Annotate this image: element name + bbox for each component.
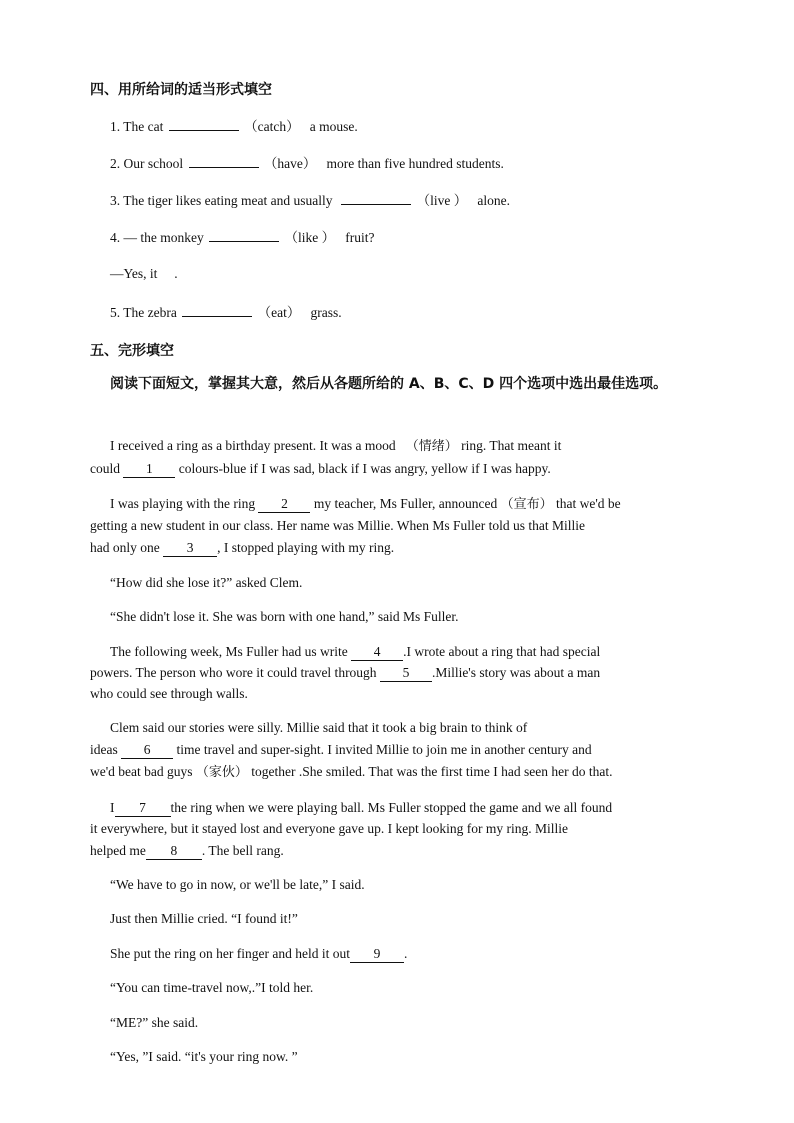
fill-item-1 [110,118,358,135]
passage-line: it everywhere, but it stayed lost and everyone gave up. I kept looking for my ring. Millie [90,821,569,836]
item-hint: （catch） [244,119,300,134]
section5-heading: 五、完形填空 [90,343,174,359]
text-run: ideas [90,742,118,757]
text-run: powers. The person who wore it could travel through [90,665,377,680]
passage-line [110,496,621,513]
text-run: . The bell rang. [201,843,284,858]
cloze-blank-3[interactable]: 3 [163,540,217,557]
text-run: I [110,800,115,815]
passage-line: “You can time-travel now,.”I told her. [110,980,314,995]
cloze-blank-8[interactable]: 8 [146,843,202,860]
text-run: I was playing with the ring [110,496,256,511]
item-suffix: alone. [477,193,510,208]
passage-line: Just then Millie cried. “I found it!” [110,911,298,926]
cloze-blank-5[interactable]: 5 [380,665,432,682]
fill-item-4 [110,229,375,246]
passage-line: Clem said our stories were silly. Millie said that it took a big brain to think of [110,720,528,735]
text-run: the ring when we were playing ball. Ms Fuller stopped the game and we all found [170,800,613,815]
item-suffix: grass. [310,305,342,320]
text-run: we'd beat bad guys [90,764,193,779]
passage-line [90,665,600,682]
passage-line [90,540,394,557]
answer-blank[interactable] [189,155,259,168]
passage-line: “How did she lose it?” asked Clem. [110,575,303,590]
text-run: colours-blue if I was sad, black if I was angry, yellow if I was happy. [178,461,551,476]
text-run: my teacher, Ms Fuller, announced [313,496,498,511]
text-run: （家伙） [195,765,248,780]
passage-line [110,438,561,455]
passage-line [110,946,407,963]
item-prefix: 2. Our school [110,156,184,171]
text-run: together .She smiled. That was the first time I had seen her do that. [251,764,613,779]
cloze-blank-2[interactable]: 2 [258,496,310,513]
passage-line: “Yes, ”I said. “it's your ring now. ” [110,1049,298,1064]
passage-line [90,742,592,759]
passage-line: “ME?” she said. [110,1015,199,1030]
item-suffix: more than five hundred students. [326,156,504,171]
passage-line [110,644,600,661]
passage-line [90,461,551,478]
text-run: helped me [90,843,146,858]
passage-line: getting a new student in our class. Her name was Millie. When Ms Fuller told us that Millie [90,518,586,533]
fill-item-4-answer [110,266,178,282]
text-run: time travel and super-sight. I invited Millie to join me in another century and [176,742,592,757]
cloze-blank-7[interactable]: 7 [115,800,171,817]
text-run: had only one [90,540,160,555]
passage-line: who could see through walls. [90,686,248,701]
fill-item-2 [110,155,504,172]
passage-line: “We have to go in now, or we'll be late,” I said. [110,877,365,892]
answer-blank[interactable] [341,192,411,205]
text-run: .Millie's story was about a man [431,665,601,680]
item-hint: （eat） [257,305,301,320]
item-suffix: a mouse. [309,119,358,134]
item-hint: （live ） [416,193,468,208]
item-prefix: 3. The tiger likes eating meat and usually [110,193,333,208]
text-run: （宣布） [500,497,553,512]
passage-line [90,843,284,860]
text-run: that we'd be [556,496,621,511]
text-run: She put the ring on her finger and held it out [110,946,350,961]
passage-line: “She didn't lose it. She was born with one hand,” said Ms Fuller. [110,609,459,624]
passage-line [110,800,612,817]
cloze-blank-9[interactable]: 9 [350,946,404,963]
item-suffix: fruit? [345,230,375,245]
fill-item-5 [110,304,342,321]
text-run: .I wrote about a ring that had special [403,644,601,659]
text-run: could [90,461,120,476]
cloze-instruction: 阅读下面短文，掌握其大意，然后从各题所给的 A、B、C、D 四个选项中选出最佳选项。 [110,376,668,392]
text-run: I received a ring as a birthday present. It was a mood [110,438,396,453]
text-run: , I stopped playing with my ring. [217,540,395,555]
item-prefix: —Yes, it [110,266,158,281]
item-prefix: 1. The cat [110,119,164,134]
fill-item-3 [110,192,510,209]
item-suffix: . [174,266,178,281]
cloze-blank-6[interactable]: 6 [121,742,173,759]
item-hint: （like ） [284,230,336,245]
section4-heading: 四、用所给词的适当形式填空 [90,82,272,98]
item-prefix: 4. — the monkey [110,230,204,245]
answer-blank[interactable] [209,229,279,242]
item-prefix: 5. The zebra [110,305,177,320]
cloze-blank-1[interactable]: 1 [123,461,175,478]
text-run: ring. That meant it [461,438,562,453]
answer-blank[interactable] [169,118,239,131]
text-run: . [403,946,408,961]
text-run: （情绪） [405,439,458,454]
passage-line [90,764,612,781]
answer-blank[interactable] [182,304,252,317]
item-hint: （have） [263,156,317,171]
cloze-blank-4[interactable]: 4 [351,644,403,661]
text-run: The following week, Ms Fuller had us write [110,644,348,659]
